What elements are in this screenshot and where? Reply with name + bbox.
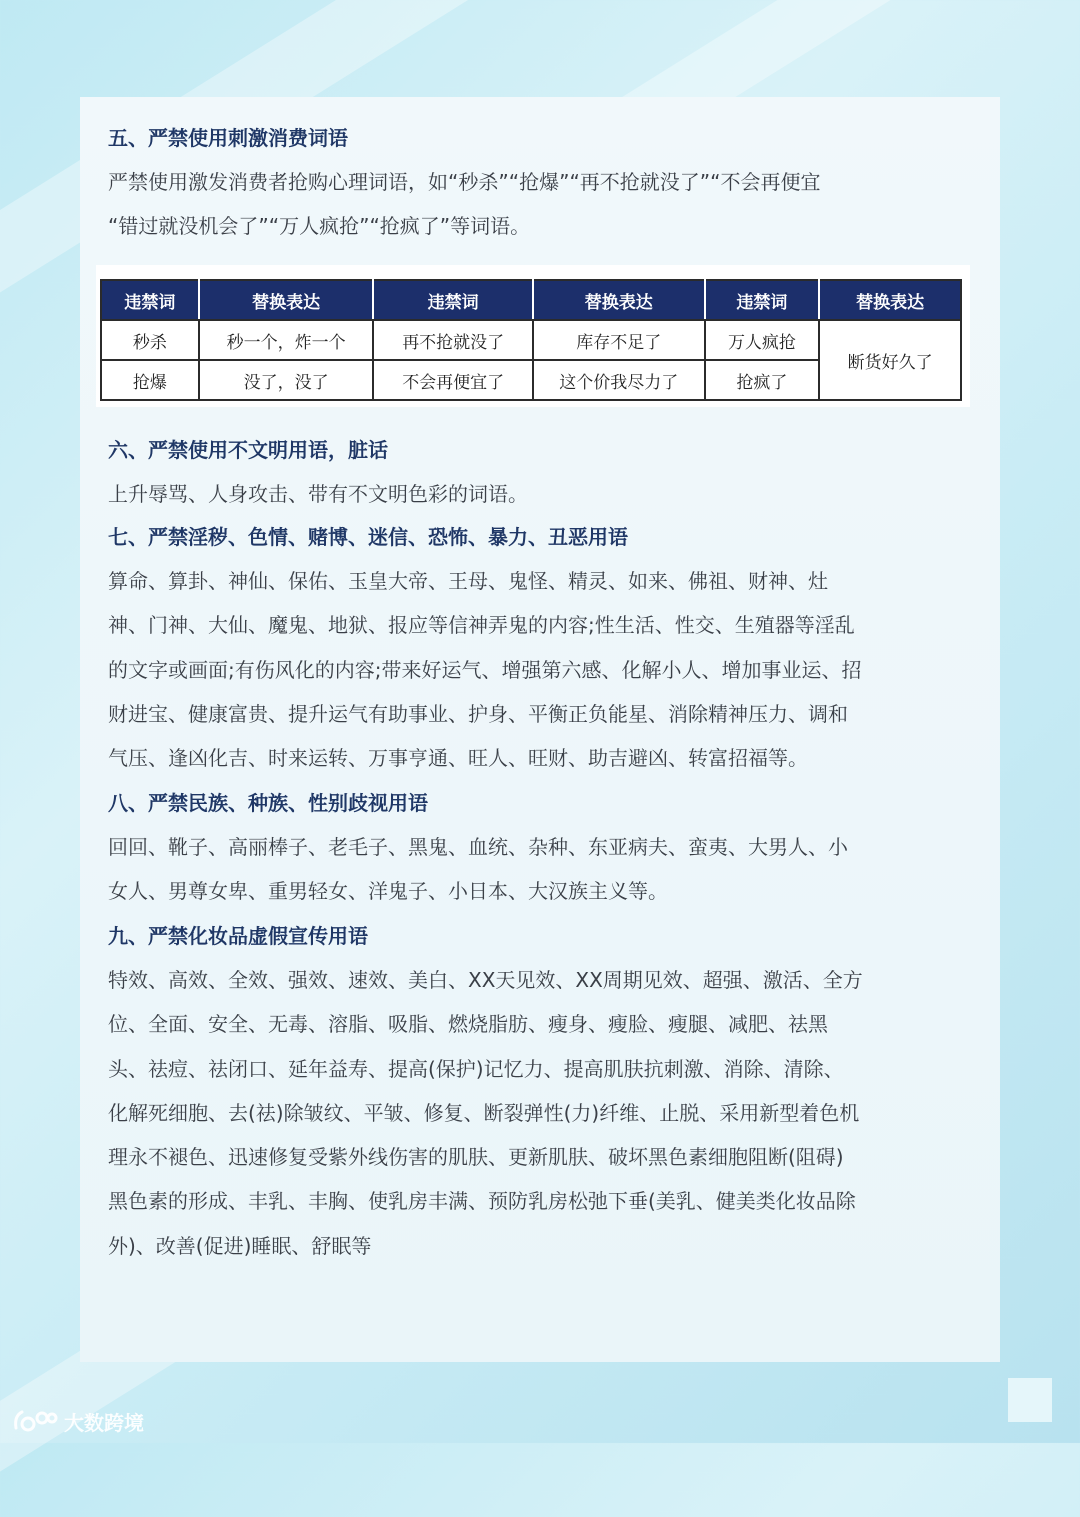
table-cell: 万人疯抢 bbox=[705, 320, 820, 360]
table-header-cell: 替换表达 bbox=[199, 280, 374, 320]
banned-words-table-card bbox=[96, 265, 970, 407]
section-9-line: 头、祛痘、祛闭口、延年益寿、提高(保护)记忆力、提高肌肤抗刺激、消除、清除、 bbox=[108, 1056, 844, 1081]
section-7-line: 气压、逢凶化吉、时来运转、万事亨通、旺人、旺财、助吉避凶、转富招福等。 bbox=[108, 746, 808, 771]
banned-words-table bbox=[100, 279, 962, 401]
brand-logo-icon bbox=[12, 1406, 58, 1436]
table-cell: 不会再便宜了 bbox=[373, 360, 533, 400]
table-cell: 秒杀 bbox=[101, 320, 199, 360]
section-7-line: 神、门神、大仙、魔鬼、地狱、报应等信神弄鬼的内容;性生活、性交、生殖器等淫乱 bbox=[108, 613, 855, 638]
table-cell: 这个价我尽力了 bbox=[533, 360, 705, 400]
table-header-cell: 违禁词 bbox=[705, 280, 820, 320]
table-header-row bbox=[101, 280, 961, 320]
section-5 bbox=[108, 116, 998, 249]
section-6-heading: 六、严禁使用不文明用语，脏话 bbox=[108, 438, 388, 462]
section-6-body bbox=[108, 472, 998, 516]
table-header-cell: 违禁词 bbox=[101, 280, 199, 320]
section-5-body bbox=[108, 160, 998, 249]
section-9-line: 外)、改善(促进)睡眠、舒眠等 bbox=[108, 1233, 372, 1258]
section-7-line: 算命、算卦、神仙、保佑、玉皇大帝、王母、鬼怪、精灵、如来、佛祖、财神、灶 bbox=[108, 569, 828, 593]
section-7 bbox=[108, 515, 998, 780]
section-9-line: 黑色素的形成、丰乳、丰胸、使乳房丰满、预防乳房松弛下垂(美乳、健美类化妆品除 bbox=[108, 1189, 856, 1214]
section-9-heading: 九、严禁化妆品虚假宣传用语 bbox=[108, 924, 368, 948]
section-9 bbox=[108, 914, 998, 1268]
section-7-body bbox=[108, 559, 998, 780]
table-cell: 再不抢就没了 bbox=[373, 320, 533, 360]
section-9-line: 特效、高效、全效、强效、速效、美白、XX天见效、XX周期见效、超强、激活、全方 bbox=[108, 968, 863, 992]
table-row bbox=[101, 320, 961, 360]
section-9-body bbox=[108, 958, 998, 1268]
section-5-heading: 五、严禁使用刺激消费词语 bbox=[108, 126, 348, 150]
section-7-heading: 七、严禁淫秽、色情、赌博、迷信、恐怖、暴力、丑恶用语 bbox=[108, 525, 628, 549]
table-cell: 没了，没了 bbox=[199, 360, 374, 400]
watermark-text: 大数跨境 bbox=[64, 1410, 144, 1435]
section-8 bbox=[108, 781, 998, 914]
corner-decoration bbox=[1008, 1378, 1052, 1422]
table-cell: 抢爆 bbox=[101, 360, 199, 400]
section-8-line: 女人、男尊女卑、重男轻女、洋鬼子、小日本、大汉族主义等。 bbox=[108, 879, 668, 904]
table-cell: 秒一个，炸一个 bbox=[199, 320, 374, 360]
table-cell-merged: 断货好久了 bbox=[819, 320, 961, 400]
section-6 bbox=[108, 428, 998, 516]
section-8-body bbox=[108, 825, 998, 914]
watermark bbox=[12, 1404, 144, 1438]
table-header-cell: 违禁词 bbox=[373, 280, 533, 320]
section-9-line: 化解死细胞、去(祛)除皱纹、平皱、修复、断裂弹性(力)纤维、止脱、采用新型着色机 bbox=[108, 1100, 860, 1125]
section-7-line: 财进宝、健康富贵、提升运气有助事业、护身、平衡正负能星、消除精神压力、调和 bbox=[108, 701, 848, 726]
section-6-line: 上升辱骂、人身攻击、带有不文明色彩的词语。 bbox=[108, 482, 528, 506]
section-7-line: 的文字或画面;有伤风化的内容;带来好运气、增强第六感、化解小人、增加事业运、招 bbox=[108, 657, 862, 682]
table-header-cell: 替换表达 bbox=[533, 280, 705, 320]
section-5-line: “错过就没机会了”“万人疯抢”“抢疯了”等词语。 bbox=[108, 214, 531, 239]
section-8-heading: 八、严禁民族、种族、性别歧视用语 bbox=[108, 791, 428, 815]
section-5-line: 严禁使用激发消费者抢购心理词语，如“秒杀”“抢爆”“再不抢就没了”“不会再便宜 bbox=[108, 170, 821, 194]
table-cell: 库存不足了 bbox=[533, 320, 705, 360]
section-8-line: 回回、靴子、高丽棒子、老毛子、黑鬼、血统、杂种、东亚病夫、蛮夷、大男人、小 bbox=[108, 835, 848, 859]
table-cell: 抢疯了 bbox=[705, 360, 820, 400]
section-9-line: 理永不褪色、迅速修复受紫外线伤害的肌肤、更新肌肤、破坏黑色素细胞阻断(阻碍) bbox=[108, 1145, 844, 1170]
table-header-cell: 替换表达 bbox=[819, 280, 961, 320]
section-9-line: 位、全面、安全、无毒、溶脂、吸脂、燃烧脂肪、瘦身、瘦脸、瘦腿、减肥、祛黑 bbox=[108, 1012, 828, 1037]
